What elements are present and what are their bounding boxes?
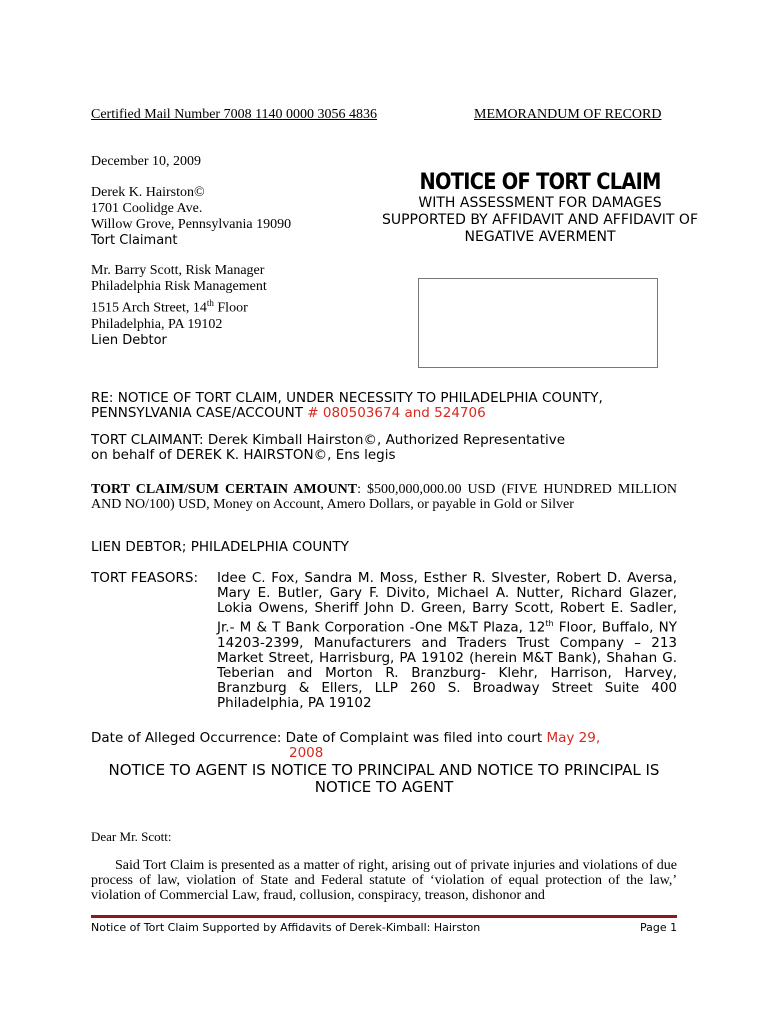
notice-to-agent: NOTICE TO AGENT IS NOTICE TO PRINCIPAL AND NOTICE TO PRINCIPAL IS NOTICE TO AGENT <box>108 761 660 796</box>
lien-debtor: LIEN DEBTOR; PHILADELPHIA COUNTY <box>91 539 349 555</box>
memorandum-heading: MEMORANDUM OF RECORD <box>474 107 662 122</box>
certified-mail-number: Certified Mail Number 7008 1140 0000 3056 4836 <box>91 107 378 122</box>
account-number: # 080503674 and 524706 <box>307 405 486 421</box>
recipient-address <box>91 263 267 349</box>
sender-address <box>91 185 291 249</box>
salutation: Dear Mr. Scott: <box>91 829 172 844</box>
recipient-role: Lien Debtor <box>91 332 167 348</box>
sum-certain-amount: TORT CLAIM/SUM CERTAIN AMOUNT: $500,000,000.00 USD (FIVE HUNDRED MILLION AND NO/100) USD, Money on Account, Amero Dollars, or payable in Gold or Silver <box>91 482 677 512</box>
document-subtitle: WITH ASSESSMENT FOR DAMAGES SUPPORTED BY AFFIDAVIT AND AFFIDAVIT OF NEGATIVE AVERMENT <box>381 195 699 245</box>
sender-street: 1701 Coolidge Ave. <box>91 201 203 216</box>
recipient-org: Philadelphia Risk Management <box>91 279 267 294</box>
blank-box <box>418 278 658 368</box>
sender-name: Derek K. Hairston© <box>91 185 205 200</box>
recipient-street: 1515 Arch Street, 14th Floor <box>91 298 248 316</box>
sender-city: Willow Grove, Pennsylvania 19090 <box>91 217 292 232</box>
sender-role: Tort Claimant <box>91 233 178 248</box>
tort-feasors-label: TORT FEASORS: <box>91 570 199 586</box>
occurrence-date: May 29, <box>546 730 601 746</box>
letter-date: December 10, 2009 <box>91 154 202 169</box>
document-title: NOTICE OF TORT CLAIM <box>419 170 661 195</box>
title-block <box>380 170 700 246</box>
tort-feasors-list: Idee C. Fox, Sandra M. Moss, Esther R. Slvester, Robert D. Aversa, Mary E. Butler, Gary F. Divito, Michael A. Nutter, Richard Glazer, Lokia Owens, Sheriff John D. Green, Barry Scott, Robert E. Sadler, Jr.- M & T Bank Corporation -One M&T Plaza, 12th Floor, Buffalo, NY 14203-2399, Manufacturers and Traders Trust Company – 213 Market Street, Harrisburg, PA 19102 (herein M&T Bank), Shahan G. Teberian and Morton R. Branzburg- Klehr, Harrison, Harvey, Branzburg & Ellers, LLP 260 S. Broadway Street Suite 400 Philadelphia, PA 19102 <box>217 570 677 711</box>
page-number: Page 1 <box>640 921 678 934</box>
recipient-name: Mr. Barry Scott, Risk Manager <box>91 263 265 278</box>
alleged-occurrence: Date of Alleged Occurrence: Date of Complaint was filed into court May 29, 2008 <box>91 730 601 761</box>
body-paragraph: Said Tort Claim is presented as a matter of right, arising out of private injuries and violations of due process of law, violation of State and Federal statute of ‘violation of equal protection of the law,’ violation of Commercial Law, fraud, collusion, conspiracy, treason, dishonor and <box>91 858 677 903</box>
footer-rule <box>91 915 677 918</box>
tort-claimant: TORT CLAIMANT: Derek Kimball Hairston©, Authorized Representative on behalf of DEREK K. HAIRSTON©, Ens legis <box>91 432 566 463</box>
re-line: RE: NOTICE OF TORT CLAIM, UNDER NECESSITY TO PHILADELPHIA COUNTY, PENNSYLVANIA CASE/ACCOUNT # 080503674 and 524706 <box>91 390 603 421</box>
footer-text: Notice of Tort Claim Supported by Affidavits of Derek-Kimball: Hairston <box>91 921 481 934</box>
recipient-city: Philadelphia, PA 19102 <box>91 316 223 332</box>
